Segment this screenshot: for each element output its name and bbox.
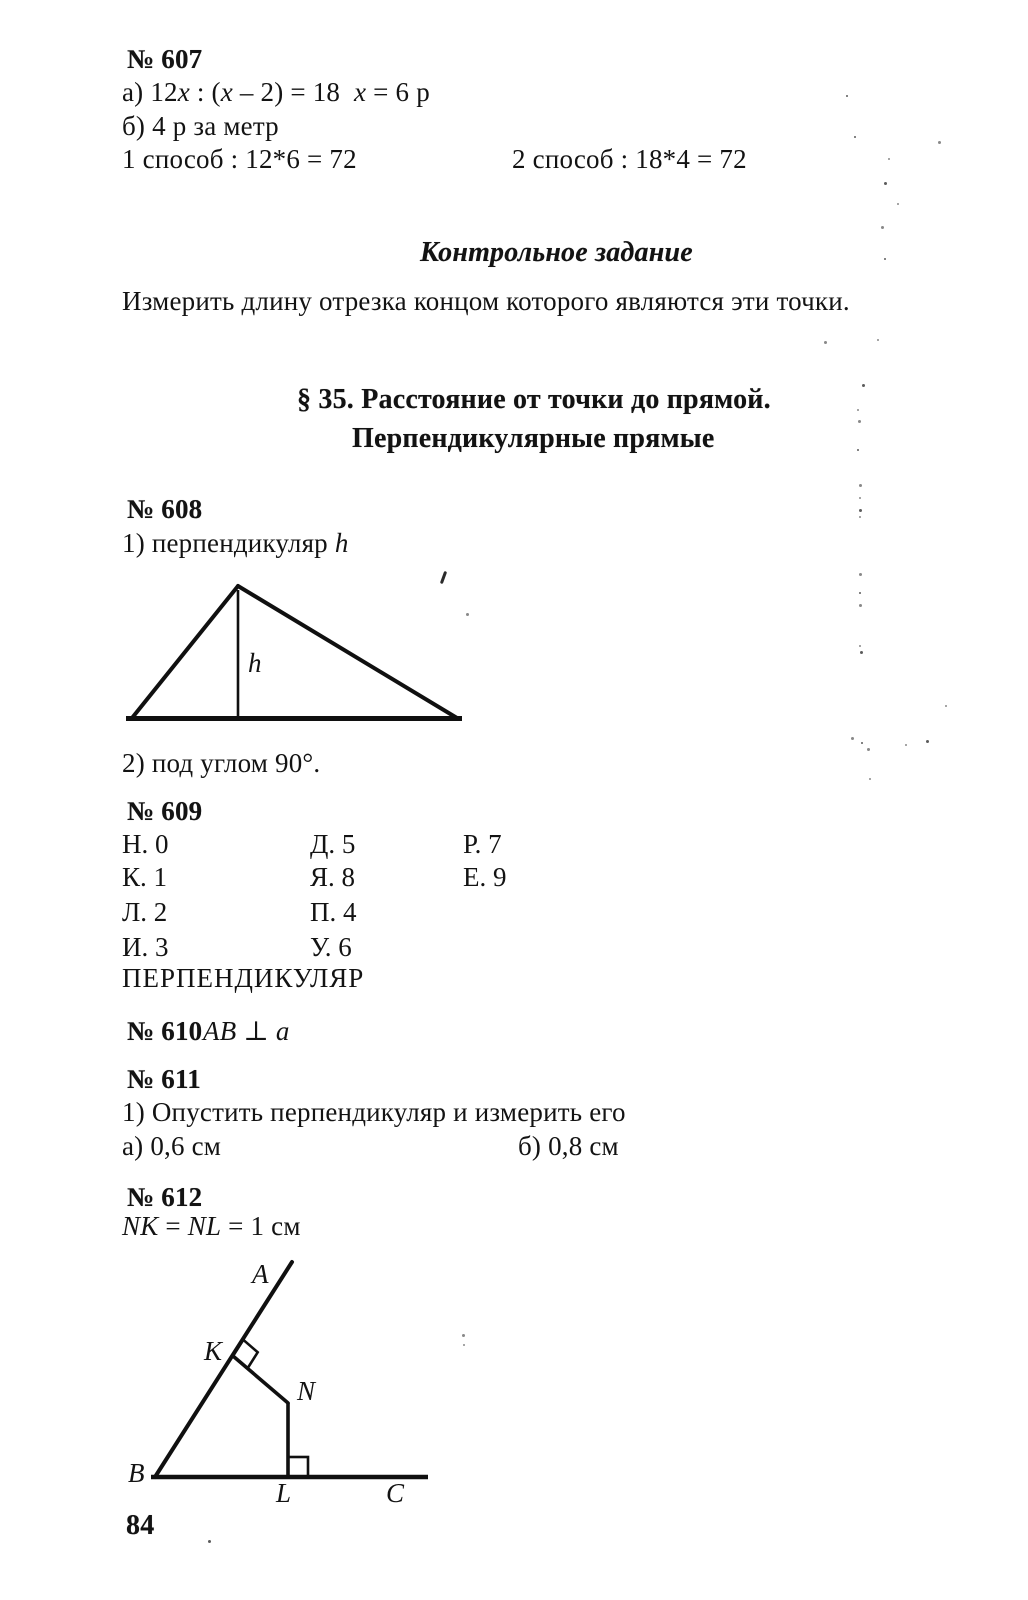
page-number: 84: [126, 1510, 155, 1541]
problem-611-answer-a: а) 0,6 см: [122, 1131, 222, 1161]
control-task-heading: Контрольное задание: [420, 237, 693, 268]
triangle-right-side: [238, 586, 457, 718]
noise-dot: [938, 141, 941, 144]
problem-607-method-2: 2 способ : 18*4 = 72: [512, 144, 747, 174]
problem-607-number: № 607: [127, 44, 203, 74]
text-run: 1) перпендикуляр: [122, 528, 335, 558]
point-label-b: B: [128, 1458, 145, 1488]
noise-dot: [846, 95, 848, 97]
noise-dot: [884, 182, 887, 185]
control-task-text: Измерить длину отрезка концом которого являются эти точки.: [122, 286, 850, 316]
text-run: – 2) = 18: [232, 77, 355, 107]
problem-610-answer: [203, 1016, 290, 1046]
cipher-pair: Д. 5: [310, 829, 356, 859]
cipher-row: [122, 932, 602, 966]
noise-dot: [859, 509, 862, 512]
noise-dot: [888, 158, 890, 160]
problem-608-number: № 608: [127, 494, 203, 524]
problem-609-number: № 609: [127, 796, 203, 826]
point-label-n: N: [297, 1376, 316, 1406]
noise-dot: [897, 203, 899, 205]
cipher-pair: Л. 2: [122, 897, 168, 927]
problem-607-solution-b: б) 4 р за метр: [122, 111, 279, 141]
cipher-pair: Н. 0: [122, 829, 169, 859]
noise-dot: [463, 1344, 465, 1346]
text-run: =: [158, 1211, 188, 1241]
cipher-pair: К. 1: [122, 862, 168, 892]
problem-607-method-1: 1 способ : 12*6 = 72: [122, 144, 357, 174]
section-35-title-line-2: Перпендикулярные прямые: [352, 423, 715, 454]
right-angle-mark-l: [288, 1457, 308, 1477]
perpendicular-symbol: ⊥: [236, 1016, 276, 1046]
cipher-row: [122, 829, 602, 863]
problem-612-equation: [122, 1211, 301, 1241]
noise-dot: [945, 705, 947, 707]
problem-607-solution-a: [122, 77, 430, 107]
point-label-c: C: [386, 1478, 405, 1508]
noise-dot: [854, 136, 856, 138]
text-run: а) 12: [122, 77, 178, 107]
cipher-row: [122, 862, 602, 896]
perpendicular-construction-diagram: [118, 1255, 470, 1515]
cipher-pair: И. 3: [122, 932, 169, 962]
section-35-title-line-1: § 35. Расстояние от точки до прямой.: [297, 384, 771, 415]
cipher-pair: Е. 9: [463, 862, 507, 892]
point-label-l: L: [276, 1478, 292, 1508]
noise-dot: [862, 384, 865, 387]
variable-x: x: [177, 77, 190, 107]
noise-dot: [869, 778, 871, 780]
noise-dot: [208, 1540, 211, 1543]
noise-dot: [859, 604, 862, 607]
cipher-pair: П. 4: [310, 897, 357, 927]
text-run: = 1 см: [221, 1211, 301, 1241]
variable-x: x: [220, 77, 233, 107]
segment-nl: NL: [187, 1211, 222, 1241]
segment-nk: NK: [122, 1211, 159, 1241]
text-run: : (: [189, 77, 221, 107]
problem-608-item-2: 2) под углом 90°.: [122, 748, 321, 778]
height-label: h: [248, 648, 262, 678]
noise-dot: [462, 1334, 465, 1337]
segment-ab: AB: [203, 1016, 237, 1046]
noise-dot: [859, 645, 861, 647]
point-label-a: A: [252, 1259, 269, 1289]
noise-dot: [857, 409, 859, 411]
cipher-pair: У. 6: [310, 932, 352, 962]
noise-dot: [824, 341, 827, 344]
noise-dot: [926, 740, 929, 743]
noise-dot: [881, 226, 884, 229]
cipher-pair: Р. 7: [463, 829, 502, 859]
variable-h: h: [334, 528, 349, 558]
noise-dot: [859, 516, 861, 518]
noise-dot: [466, 613, 469, 616]
noise-dot: [905, 744, 907, 746]
problem-610-number: № 610: [127, 1016, 203, 1046]
noise-dot: [884, 258, 886, 260]
text-run: = 6 р: [366, 77, 430, 107]
noise-dot: [858, 420, 861, 423]
ray-ba: [155, 1262, 292, 1477]
noise-dot: [877, 339, 879, 341]
problem-611-item-1: 1) Опустить перпендикуляр и измерить его: [122, 1097, 626, 1127]
noise-dot: [859, 497, 861, 499]
problem-612-number: № 612: [127, 1182, 203, 1212]
triangle-left-side: [132, 586, 238, 718]
noise-dot: [860, 651, 863, 654]
variable-x: x: [354, 77, 367, 107]
problem-608-item-1: [122, 528, 349, 558]
cipher-answer-word: ПЕРПЕНДИКУЛЯР: [122, 963, 365, 993]
triangle-diagram: [118, 570, 470, 730]
problem-611-answer-b: б) 0,8 см: [518, 1131, 619, 1161]
line-a: a: [275, 1016, 290, 1046]
noise-dot: [867, 748, 870, 751]
noise-dot: [859, 592, 861, 594]
noise-dot: [851, 737, 854, 740]
noise-dot: [859, 573, 862, 576]
cipher-row: [122, 897, 602, 931]
cipher-pair: Я. 8: [310, 862, 356, 892]
noise-dot: [859, 484, 862, 487]
point-label-k: K: [204, 1336, 223, 1366]
problem-611-number: № 611: [127, 1064, 201, 1094]
noise-dot: [857, 449, 859, 451]
noise-dot: [861, 742, 863, 744]
